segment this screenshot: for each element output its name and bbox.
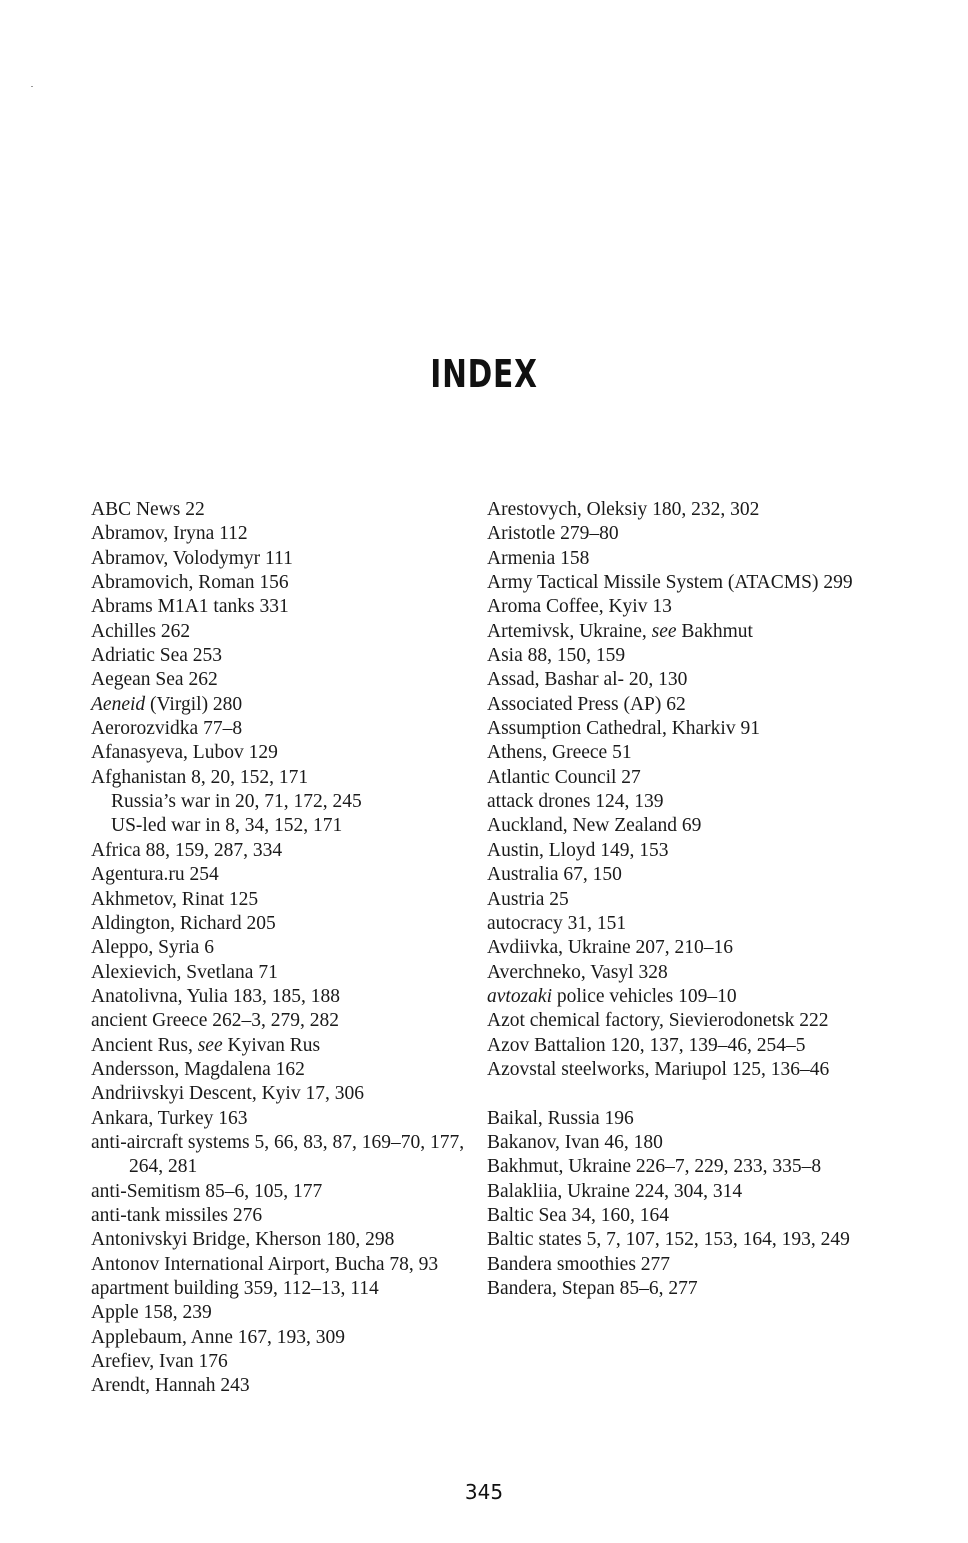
entry-text: Afghanistan 8, 20, 152, 171 bbox=[91, 766, 309, 788]
index-entry bbox=[487, 717, 887, 741]
entry-text: Antonov International Airport, Bucha 78, 93 bbox=[91, 1253, 439, 1275]
index-entry bbox=[91, 912, 471, 936]
entry-text: Averchneko, Vasyl 328 bbox=[487, 961, 668, 983]
entry-text: Athens, Greece 51 bbox=[487, 742, 632, 764]
index-entry bbox=[91, 888, 471, 912]
index-entry bbox=[487, 766, 887, 790]
index-entry bbox=[91, 644, 471, 668]
index-entry bbox=[91, 1107, 471, 1131]
index-entry bbox=[91, 1326, 471, 1350]
index-entry bbox=[487, 1180, 887, 1204]
entry-text: Alexievich, Svetlana 71 bbox=[91, 961, 278, 983]
entry-text: Associated Press (AP) 62 bbox=[487, 693, 686, 715]
index-entry bbox=[91, 1253, 471, 1277]
entry-text: Assad, Bashar al- 20, 130 bbox=[487, 669, 688, 691]
entry-text: Aegean Sea 262 bbox=[91, 669, 218, 691]
entry-text: Arendt, Hannah 243 bbox=[91, 1375, 250, 1397]
index-subentry bbox=[91, 790, 471, 814]
index-entry bbox=[91, 1180, 471, 1204]
entry-text: ABC News 22 bbox=[91, 499, 205, 520]
index-entry bbox=[487, 912, 887, 936]
entry-text: Abrams M1A1 tanks 331 bbox=[91, 596, 289, 618]
index-entry bbox=[91, 498, 471, 522]
entry-text: autocracy 31, 151 bbox=[487, 912, 627, 934]
entry-text: Azov Battalion 120, 137, 139–46, 254–5 bbox=[487, 1034, 806, 1056]
entry-text: Bakhmut, Ukraine 226–7, 229, 233, 335–8 bbox=[487, 1156, 822, 1178]
index-entry bbox=[487, 961, 887, 985]
entry-text: Asia 88, 150, 159 bbox=[487, 645, 626, 667]
index-entry bbox=[487, 741, 887, 765]
entry-italic-text: avtozaki bbox=[487, 985, 552, 1007]
entry-text: Aristotle 279–80 bbox=[487, 523, 619, 545]
index-entry bbox=[91, 668, 471, 692]
entry-text: Akhmetov, Rinat 125 bbox=[91, 888, 259, 910]
index-entry bbox=[91, 717, 471, 741]
index-entry bbox=[487, 644, 887, 668]
index-entry bbox=[91, 1228, 471, 1252]
entry-text: Africa 88, 159, 287, 334 bbox=[91, 839, 283, 861]
entry-text: Afanasyeva, Lubov 129 bbox=[91, 742, 278, 764]
entry-text: Aerorozvidka 77–8 bbox=[91, 718, 243, 740]
index-entry bbox=[91, 985, 471, 1009]
index-entry bbox=[91, 936, 471, 960]
entry-text: (Virgil) 280 bbox=[145, 693, 243, 715]
index-entry bbox=[487, 1204, 887, 1228]
index-entry bbox=[487, 1277, 887, 1301]
index-entry bbox=[91, 1301, 471, 1325]
index-entry bbox=[91, 522, 471, 546]
entry-text: Austria 25 bbox=[487, 888, 569, 910]
index-entry bbox=[91, 1131, 471, 1180]
page-number: 345 bbox=[464, 1480, 504, 1504]
entry-text: Abramovich, Roman 156 bbox=[91, 572, 289, 594]
index-entry bbox=[487, 1253, 887, 1277]
index-entry bbox=[487, 936, 887, 960]
entry-text: Aleppo, Syria 6 bbox=[91, 937, 214, 959]
index-entry bbox=[91, 1058, 471, 1082]
index-entry bbox=[91, 1009, 471, 1033]
entry-text: Apple 158, 239 bbox=[91, 1302, 212, 1324]
index-column-left bbox=[91, 498, 471, 1399]
index-entry bbox=[487, 595, 887, 619]
index-entry bbox=[487, 693, 887, 717]
entry-text-lead: Artemivsk, Ukraine, bbox=[487, 620, 652, 642]
entry-italic-text: Aeneid bbox=[91, 693, 146, 715]
entry-text: Army Tactical Missile System (ATACMS) 299 bbox=[487, 572, 853, 594]
entry-italic-text: see bbox=[651, 620, 677, 642]
index-entry bbox=[91, 766, 471, 790]
index-entry bbox=[91, 1082, 471, 1106]
index-entry bbox=[91, 620, 471, 644]
entry-text: Abramov, Iryna 112 bbox=[91, 523, 248, 545]
index-entry bbox=[91, 1374, 471, 1398]
entry-text: Atlantic Council 27 bbox=[487, 766, 641, 788]
index-entry bbox=[487, 498, 887, 522]
index-entry bbox=[487, 985, 887, 1009]
index-entry bbox=[487, 1107, 887, 1131]
index-subentry bbox=[91, 814, 471, 838]
index-entry bbox=[487, 1228, 887, 1252]
entry-text: US-led war in 8, 34, 152, 171 bbox=[111, 815, 343, 837]
index-entry bbox=[91, 863, 471, 887]
entry-text: Azot chemical factory, Sievierodonetsk 222 bbox=[487, 1010, 829, 1032]
entry-text: Anatolivna, Yulia 183, 185, 188 bbox=[91, 985, 340, 1007]
entry-text: anti-Semitism 85–6, 105, 177 bbox=[91, 1180, 323, 1202]
index-column-right bbox=[487, 498, 887, 1301]
scan-speck bbox=[31, 86, 33, 87]
index-entry bbox=[487, 620, 887, 644]
entry-text: Antonivskyi Bridge, Kherson 180, 298 bbox=[91, 1229, 395, 1251]
entry-text: Avdiivka, Ukraine 207, 210–16 bbox=[487, 937, 734, 959]
entry-text: Arefiev, Ivan 176 bbox=[91, 1351, 228, 1373]
entry-text: anti-tank missiles 276 bbox=[91, 1204, 263, 1226]
index-entry bbox=[91, 595, 471, 619]
index-entry bbox=[91, 741, 471, 765]
entry-text: attack drones 124, 139 bbox=[487, 791, 664, 813]
entry-text: Russia’s war in 20, 71, 172, 245 bbox=[111, 791, 362, 813]
entry-text: Abramov, Volodymyr 111 bbox=[91, 547, 293, 569]
entry-text: Baikal, Russia 196 bbox=[487, 1107, 634, 1129]
entry-text: Auckland, New Zealand 69 bbox=[487, 815, 702, 837]
page-title: INDEX bbox=[430, 352, 538, 396]
entry-text: Adriatic Sea 253 bbox=[91, 645, 223, 667]
index-entry bbox=[91, 1034, 471, 1058]
index-entry bbox=[487, 1131, 887, 1155]
index-entry bbox=[91, 1350, 471, 1374]
entry-text: apartment building 359, 112–13, 114 bbox=[91, 1278, 379, 1299]
entry-text: Arestovych, Oleksiy 180, 232, 302 bbox=[487, 499, 760, 520]
index-entry bbox=[487, 668, 887, 692]
entry-text: Andriivskyi Descent, Kyiv 17, 306 bbox=[91, 1083, 364, 1105]
index-entry bbox=[487, 1034, 887, 1058]
entry-text: Austin, Lloyd 149, 153 bbox=[487, 839, 669, 861]
entry-text: ancient Greece 262–3, 279, 282 bbox=[91, 1010, 339, 1032]
index-entry bbox=[487, 571, 887, 595]
entry-text: Australia 67, 150 bbox=[487, 864, 622, 886]
entry-text: Bakhmut bbox=[676, 620, 753, 642]
entry-text: Aroma Coffee, Kyiv 13 bbox=[487, 596, 672, 618]
entry-text: Achilles 262 bbox=[91, 620, 191, 642]
index-entry bbox=[487, 1009, 887, 1033]
entry-text-lead: Ancient Rus, bbox=[91, 1034, 198, 1056]
index-entry bbox=[91, 961, 471, 985]
entry-text: Bandera, Stepan 85–6, 277 bbox=[487, 1278, 698, 1299]
entry-text: anti-aircraft systems 5, 66, 83, 87, 169–70, 177, 264, 281 bbox=[91, 1131, 465, 1178]
index-entry bbox=[487, 522, 887, 546]
entry-text: Baltic Sea 34, 160, 164 bbox=[487, 1204, 669, 1226]
index-entry bbox=[487, 814, 887, 838]
index-entry bbox=[91, 1277, 471, 1301]
index-entry bbox=[487, 1058, 887, 1082]
index-entry bbox=[91, 1204, 471, 1228]
entry-text: Kyivan Rus bbox=[222, 1034, 321, 1056]
entry-text: Bakanov, Ivan 46, 180 bbox=[487, 1131, 663, 1153]
entry-text: Bandera smoothies 277 bbox=[487, 1253, 671, 1275]
index-entry bbox=[487, 863, 887, 887]
entry-text: Assumption Cathedral, Kharkiv 91 bbox=[487, 718, 760, 740]
index-entry bbox=[91, 547, 471, 571]
entry-italic-text: see bbox=[197, 1034, 223, 1056]
entry-text: Baltic states 5, 7, 107, 152, 153, 164, 193, 249 bbox=[487, 1229, 850, 1251]
entry-text: Aldington, Richard 205 bbox=[91, 912, 276, 934]
entry-text: Azovstal steelworks, Mariupol 125, 136–46 bbox=[487, 1058, 830, 1080]
entry-text: Ankara, Turkey 163 bbox=[91, 1107, 248, 1129]
entry-text: police vehicles 109–10 bbox=[551, 985, 737, 1007]
index-entry bbox=[91, 693, 471, 717]
index-entry bbox=[91, 839, 471, 863]
entry-text: Armenia 158 bbox=[487, 547, 590, 569]
index-entry bbox=[487, 839, 887, 863]
index-entry bbox=[487, 1155, 887, 1179]
index-entry bbox=[487, 790, 887, 814]
index-entry bbox=[487, 888, 887, 912]
entry-text: Applebaum, Anne 167, 193, 309 bbox=[91, 1326, 346, 1348]
letter-group-gap bbox=[487, 1082, 887, 1106]
entry-text: Andersson, Magdalena 162 bbox=[91, 1058, 305, 1080]
entry-text: Agentura.ru 254 bbox=[91, 864, 219, 886]
index-entry bbox=[91, 571, 471, 595]
index-entry bbox=[487, 547, 887, 571]
entry-text: Balakliia, Ukraine 224, 304, 314 bbox=[487, 1180, 743, 1202]
